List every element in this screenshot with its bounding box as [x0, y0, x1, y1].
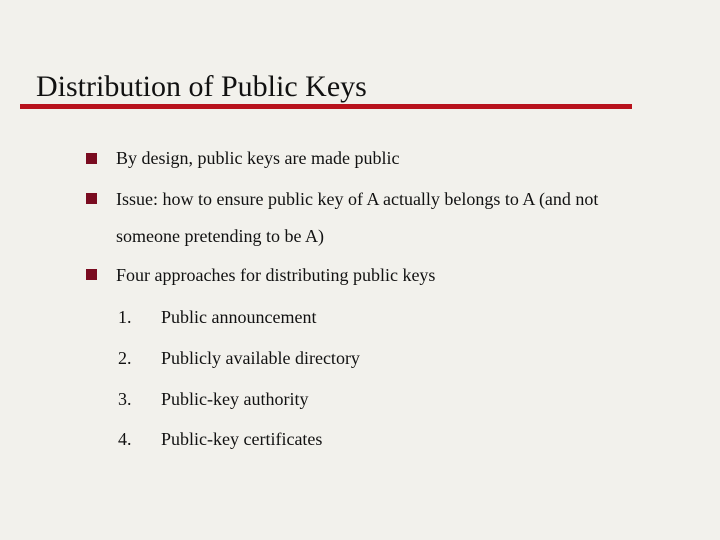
bullet-text-issue-line2: someone pretending to be A): [116, 226, 324, 246]
approach-number: 2.: [118, 348, 132, 368]
bullet-text-design: By design, public keys are made public: [116, 148, 400, 168]
slide-title: Distribution of Public Keys: [36, 70, 367, 103]
square-bullet-icon: [86, 269, 97, 280]
approach-text: Public announcement: [161, 307, 317, 327]
bullet-text-issue-line1: Issue: how to ensure public key of A actually belongs to A (and not: [116, 189, 599, 209]
square-bullet-icon: [86, 153, 97, 164]
bullet-text-approaches: Four approaches for distributing public keys: [116, 265, 436, 285]
title-underline: [20, 104, 632, 109]
approach-text: Publicly available directory: [161, 348, 360, 368]
approach-number: 4.: [118, 429, 132, 449]
approach-number: 1.: [118, 307, 132, 327]
approach-number: 3.: [118, 389, 132, 409]
approach-text: Public-key authority: [161, 389, 309, 409]
approach-text: Public-key certificates: [161, 429, 323, 449]
square-bullet-icon: [86, 193, 97, 204]
